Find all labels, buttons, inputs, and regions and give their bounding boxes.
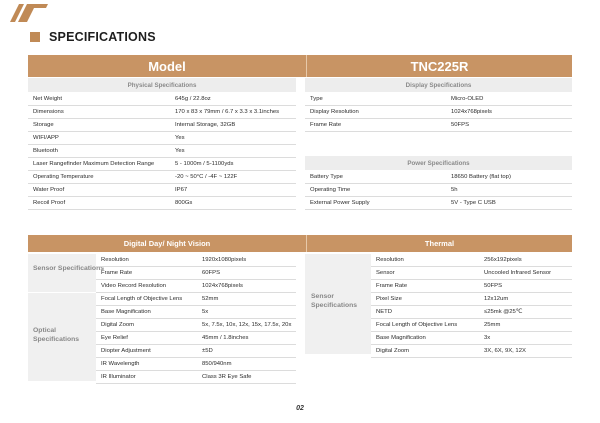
table-row xyxy=(28,184,296,197)
spec-label: Water Proof xyxy=(33,187,65,193)
power-specs-title: Power Specifications xyxy=(305,156,572,170)
table-row xyxy=(28,132,296,145)
spec-value: Micro-OLED xyxy=(451,96,484,102)
page-number: 02 xyxy=(296,405,304,412)
spec-label: Bluetooth xyxy=(33,148,58,154)
table-row xyxy=(96,306,296,319)
table-row xyxy=(96,358,296,371)
spec-label: Base Magnification xyxy=(376,335,426,341)
spec-label: Resolution xyxy=(376,257,404,263)
spec-value: 45mm / 1.8inches xyxy=(202,335,249,341)
spec-label: Focal Length of Objective Lens xyxy=(101,296,183,302)
section-heading xyxy=(30,30,156,44)
table-row xyxy=(305,197,572,210)
table-row xyxy=(28,119,296,132)
spec-label: Battery Type xyxy=(310,174,343,180)
table-row xyxy=(96,371,296,384)
spec-label: Sensor xyxy=(376,270,395,276)
spec-label: Frame Rate xyxy=(101,270,133,276)
table-row xyxy=(371,280,572,293)
table-row xyxy=(96,332,296,345)
thermal-table xyxy=(371,254,572,358)
spec-value: 850/940nm xyxy=(202,361,232,367)
spec-label: Net Weight xyxy=(33,96,63,102)
spec-label: Eye Relief xyxy=(101,335,128,341)
spec-label: IR Illuminator xyxy=(101,374,136,380)
spec-label: Recoil Proof xyxy=(33,200,66,206)
thermal-title: Thermal xyxy=(306,235,572,252)
spec-label: Diopter Adjustment xyxy=(101,348,151,354)
table-row xyxy=(96,254,296,267)
spec-value: 1920x1080pixels xyxy=(202,257,247,263)
table-row xyxy=(371,254,572,267)
spec-value: 800Gs xyxy=(175,200,193,206)
table-row xyxy=(28,197,296,210)
spec-value: Class 3R Eye Safe xyxy=(202,374,252,380)
spec-value: 256x192pixels xyxy=(484,257,522,263)
table-row xyxy=(28,158,296,171)
digital-sensor-group-label: Sensor Specifications xyxy=(33,265,105,272)
spec-value: 170 x 83 x 79mm / 6.7 x 3.3 x 3.1inches xyxy=(175,109,280,115)
spec-value: 50FPS xyxy=(484,283,503,289)
digital-optical-group-label: Optical Specifications xyxy=(33,327,80,343)
table-row xyxy=(305,184,572,197)
spec-label: Digital Zoom xyxy=(101,322,135,328)
spec-value: 3x xyxy=(484,335,491,341)
spec-value: 3X, 6X, 9X, 12X xyxy=(484,348,526,354)
table-row xyxy=(371,345,572,358)
spec-label: Frame Rate xyxy=(376,283,408,289)
spec-label: Type xyxy=(310,96,323,102)
spec-value: 1024x768pixels xyxy=(451,109,492,115)
table-row xyxy=(96,345,296,358)
brand-logo-icon xyxy=(10,4,48,22)
display-specs-table xyxy=(305,93,572,132)
spec-value: 645g / 22.8oz xyxy=(175,96,211,102)
spec-value: 18650 Battery (flat top) xyxy=(451,174,511,180)
model-value: TNC225R xyxy=(306,55,572,77)
table-row xyxy=(305,106,572,119)
spec-label: NETD xyxy=(376,309,393,315)
table-row xyxy=(96,280,296,293)
table-row xyxy=(305,119,572,132)
spec-label: Digital Zoom xyxy=(376,348,410,354)
digital-optical-table xyxy=(96,293,296,384)
spec-value: Yes xyxy=(175,148,185,154)
spec-value: 5x xyxy=(202,309,209,315)
table-row xyxy=(96,319,296,332)
spec-label: Display Resolution xyxy=(310,109,359,115)
display-specs-title: Display Specifications xyxy=(305,78,572,92)
physical-specs-table xyxy=(28,93,296,210)
spec-label: Storage xyxy=(33,122,54,128)
spec-value: 52mm xyxy=(202,296,219,302)
spec-label: External Power Supply xyxy=(310,200,370,206)
model-label: Model xyxy=(28,55,306,77)
table-row xyxy=(28,93,296,106)
table-row xyxy=(371,319,572,332)
spec-label: WIFI/APP xyxy=(33,135,59,141)
spec-value: Internal Storage, 32GB xyxy=(175,122,236,128)
table-row xyxy=(28,171,296,184)
spec-value: 50FPS xyxy=(451,122,470,128)
spec-value: 60FPS xyxy=(202,270,221,276)
spec-value: 5h xyxy=(451,187,458,193)
spec-value: 25mm xyxy=(484,322,501,328)
spec-label: Operating Time xyxy=(310,187,351,193)
heading-square-icon xyxy=(30,32,40,42)
table-row xyxy=(28,106,296,119)
table-row xyxy=(96,293,296,306)
spec-value: 12x12um xyxy=(484,296,509,302)
table-row xyxy=(371,306,572,319)
digital-sensor-table xyxy=(96,254,296,293)
table-row xyxy=(371,267,572,280)
spec-value: Uncooled Infrared Sensor xyxy=(484,270,552,276)
spec-label: Focal Length of Objective Lens xyxy=(376,322,458,328)
spec-label: IR Wavelength xyxy=(101,361,140,367)
table-row xyxy=(371,293,572,306)
spec-label: Video Record Resolution xyxy=(101,283,167,289)
table-row xyxy=(96,267,296,280)
table-row xyxy=(305,171,572,184)
spec-label: Dimensions xyxy=(33,109,64,115)
power-specs-table xyxy=(305,171,572,210)
spec-label: Pixel Size xyxy=(376,296,402,302)
spec-label: Operating Temperature xyxy=(33,174,94,180)
spec-label: Base Magnification xyxy=(101,309,151,315)
spec-value: ≤25mk @25℃ xyxy=(484,309,523,315)
spec-value: ±5D xyxy=(202,348,213,354)
spec-value: 1024x768pixels xyxy=(202,283,243,289)
spec-value: Yes xyxy=(175,135,185,141)
spec-value: -20 ~ 50°C / -4F ~ 122F xyxy=(175,174,238,180)
digital-vision-title: Digital Day/ Night Vision xyxy=(28,235,306,252)
spec-label: Resolution xyxy=(101,257,129,263)
table-row xyxy=(305,93,572,106)
spec-value: 5x, 7.5x, 10x, 12x, 15x, 17.5x, 20x xyxy=(202,322,292,328)
spec-value: 5 - 1000m / 5-1100yds xyxy=(175,161,234,167)
spec-value: 5V - Type C USB xyxy=(451,200,496,206)
page-title: SPECIFICATIONS xyxy=(49,30,156,44)
table-row xyxy=(371,332,572,345)
physical-specs-title: Physical Specifications xyxy=(28,78,296,92)
spec-label: Frame Rate xyxy=(310,122,342,128)
table-row xyxy=(28,145,296,158)
thermal-sensor-group-label: Sensor Specifications xyxy=(311,293,358,309)
spec-label: Laser Rangefinder Maximum Detection Range xyxy=(33,161,155,167)
spec-value: IP67 xyxy=(175,187,188,193)
